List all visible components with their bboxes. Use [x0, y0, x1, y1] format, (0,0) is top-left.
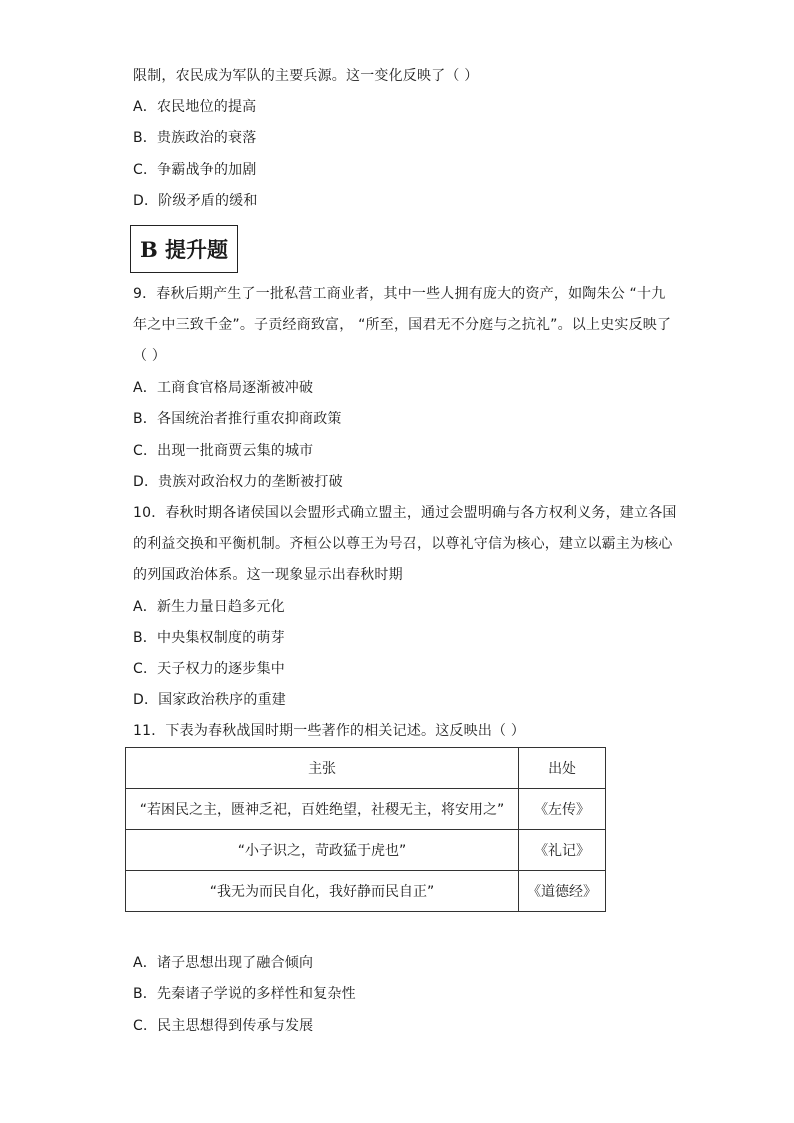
q9-option-b: B．各国统治者推行重农抑商政策	[133, 411, 342, 427]
table-cell-claim: “小子识之，苛政猛于虎也”	[126, 830, 519, 871]
table-cell-claim: “若困民之主，匮神乏祀，百姓绝望，社稷无主，将安用之”	[126, 789, 519, 830]
q11-option-a: A．诸子思想出现了融合倾向	[133, 955, 314, 971]
q10-stem-line-1: 10．春秋时期各诸侯国以会盟形式确立盟主，通过会盟明确与各方权利义务，建立各国	[133, 505, 677, 521]
q10-stem-line-3: 的列国政治体系。这一现象显示出春秋时期	[133, 567, 403, 583]
q10-option-b: B．中央集权制度的萌芽	[133, 630, 285, 646]
q10-option-a: A．新生力量日趋多元化	[133, 599, 285, 615]
table-cell-source: 《礼记》	[519, 830, 606, 871]
q11-stem: 11．下表为春秋战国时期一些著作的相关记述。这反映出（ ）	[133, 723, 526, 739]
q9-stem-line-1: 9．春秋后期产生了一批私营工商业者，其中一些人拥有庞大的资产，如陶朱公 “十九	[133, 286, 666, 302]
section-heading-b: B 提升题	[130, 225, 238, 273]
q9-option-a: A．工商食官格局逐渐被冲破	[133, 380, 314, 396]
q9-option-c: C．出现一批商贾云集的城市	[133, 443, 314, 459]
q11-table	[125, 747, 606, 912]
table-cell-source: 《道德经》	[519, 871, 606, 912]
table-row	[126, 871, 606, 912]
q9-stem-line-2: 年之中三致千金”。子贡经商致富， “所至，国君无不分庭与之抗礼”。以上史实反映了	[133, 317, 672, 333]
table-header-source: 出处	[519, 748, 606, 789]
q8-option-d: D．阶级矛盾的缓和	[133, 193, 258, 209]
q10-option-c: C．天子权力的逐步集中	[133, 661, 285, 677]
q9-answer-blank: （ ）	[133, 348, 167, 364]
q11-option-b: B．先秦诸子学说的多样性和复杂性	[133, 986, 356, 1002]
q9-option-d: D．贵族对政治权力的垄断被打破	[133, 474, 343, 490]
q8-option-a: A．农民地位的提高	[133, 99, 257, 115]
table-header-row	[126, 748, 606, 789]
table-header-claim: 主张	[126, 748, 519, 789]
table-cell-source: 《左传》	[519, 789, 606, 830]
q8-option-b: B．贵族政治的衰落	[133, 130, 257, 146]
q8-option-c: C．争霸战争的加剧	[133, 162, 257, 178]
table-cell-claim: “我无为而民自化，我好静而民自正”	[126, 871, 519, 912]
q10-stem-line-2: 的利益交换和平衡机制。齐桓公以尊王为号召，以尊礼守信为核心，建立以霸主为核心	[133, 536, 673, 552]
q8-stem-continuation: 限制，农民成为军队的主要兵源。这一变化反映了（ ）	[133, 68, 479, 84]
q10-option-d: D．国家政治秩序的重建	[133, 692, 286, 708]
table-row	[126, 830, 606, 871]
table-row	[126, 789, 606, 830]
q11-option-c: C．民主思想得到传承与发展	[133, 1018, 314, 1034]
